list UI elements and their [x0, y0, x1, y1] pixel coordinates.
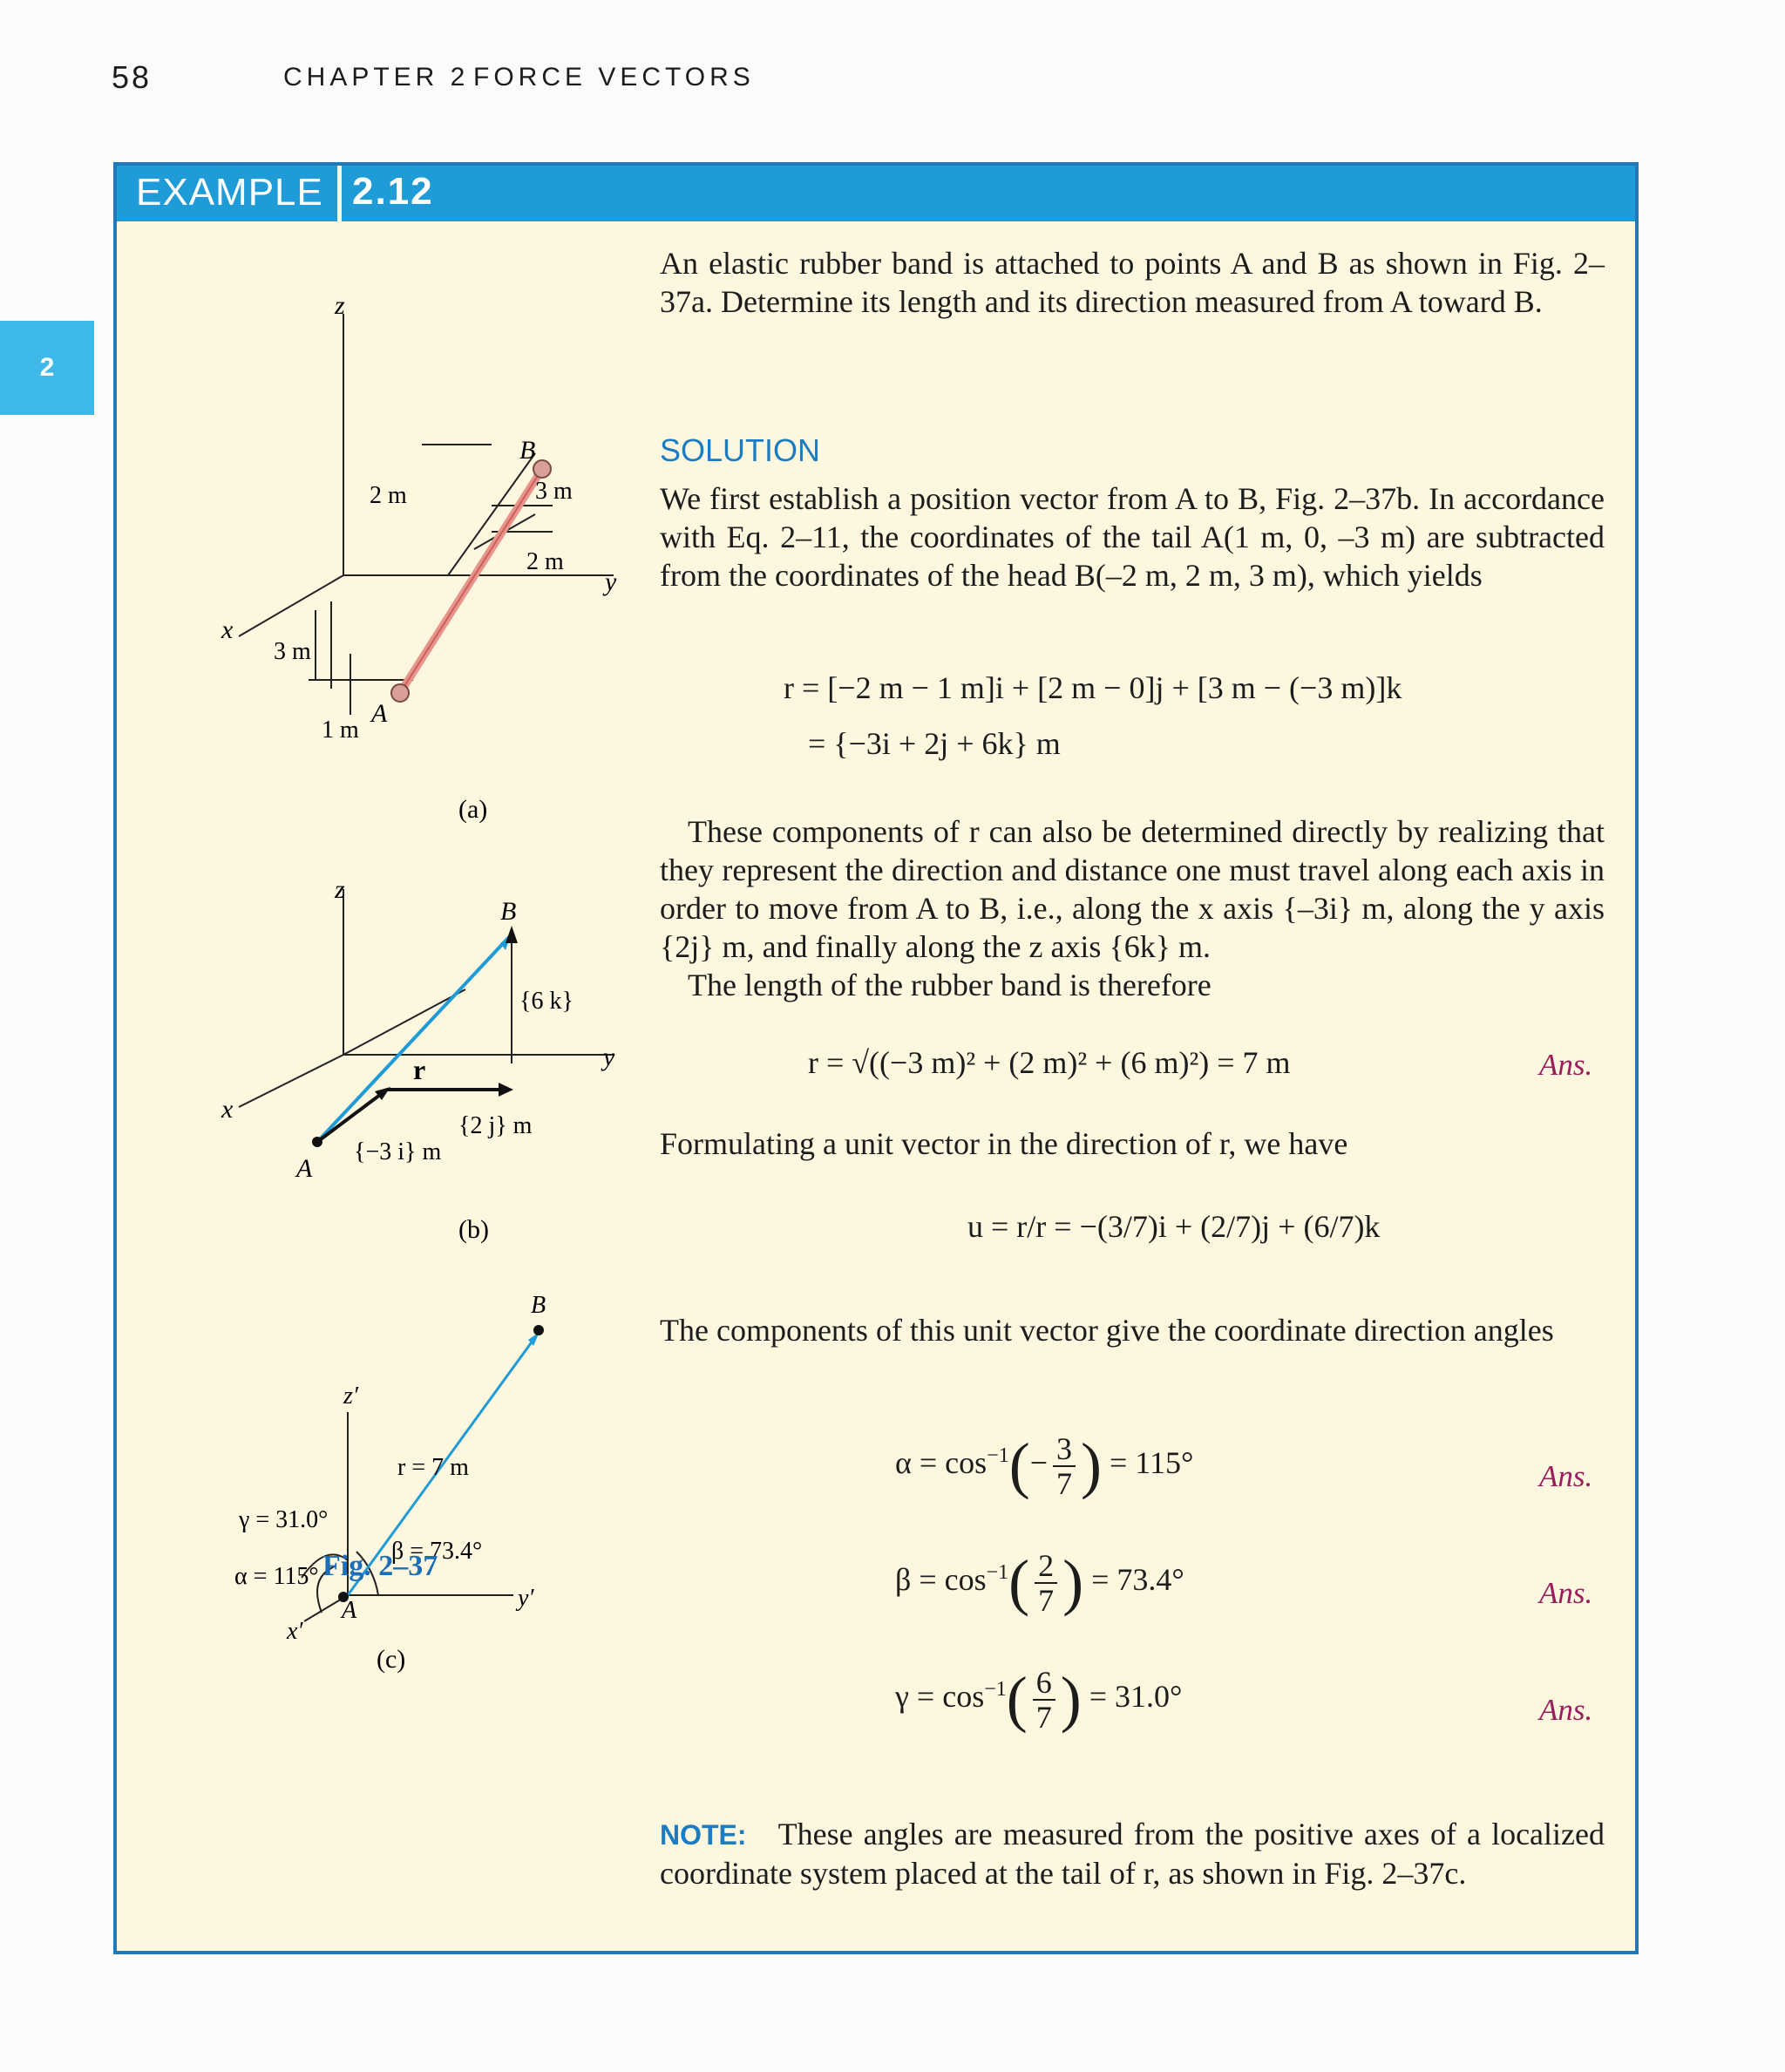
beta-den: 7 — [1038, 1582, 1055, 1618]
chapter-title: FORCE VECTORS — [473, 63, 755, 92]
chapter-side-tab: 2 — [0, 321, 94, 415]
note-paragraph — [660, 1815, 1605, 1892]
alpha-rhs: = 115° — [1109, 1444, 1194, 1480]
fig-a-dim-2m-mid: 2 m — [526, 548, 564, 575]
beta-num: 2 — [1035, 1549, 1057, 1584]
equation-gamma: $\gamma = \cos^{-1}$( $\frac{6}{7}$ ) = 31.0° — [895, 1664, 1183, 1735]
gamma-sup: −1 — [984, 1677, 1007, 1701]
fig-b-vector-r: r — [413, 1054, 426, 1085]
note-text: These angles are measured from the positive axes of a localized coordinate system placed at the tail of r, as shown in Fig. 2–37c. — [660, 1817, 1605, 1891]
equation-r-line1: r = [−2 m − 1 m]i + [2 m − 0]j + [3 m − (−3 m)]k — [784, 670, 1402, 705]
fig-b-j-component: {2 j} m — [458, 1112, 533, 1139]
fig-a-z-label: z — [335, 291, 345, 320]
answer-label-gamma: Ans. — [1539, 1693, 1593, 1727]
beta-lhs: β = cos — [895, 1561, 987, 1597]
equation-length: r = √((−3 m)² + (2 m)² + (6 m)²) = 7 m — [808, 1045, 1291, 1080]
fig-b-k-component: {6 k} — [519, 988, 574, 1015]
fig-c-alpha-label: α = 115° — [234, 1563, 319, 1590]
fig-a-dim-2m-top: 2 m — [370, 482, 407, 509]
fig-c-point-b: B — [531, 1292, 546, 1319]
gamma-den: 7 — [1035, 1699, 1052, 1735]
fig-b-y-label: y — [603, 1043, 615, 1071]
answer-label-length: Ans. — [1539, 1048, 1593, 1082]
fig-a-x-label: x — [221, 615, 234, 644]
paragraph-5: The components of this unit vector give the coordinate direction angles — [660, 1313, 1554, 1348]
page-number: 58 — [112, 59, 153, 95]
beta-sup: −1 — [986, 1560, 1009, 1584]
fig-a-point-a: A — [371, 699, 388, 728]
banner-divider — [337, 166, 342, 221]
example-number: 2.12 — [352, 170, 434, 213]
fig-c-point-a: A — [342, 1597, 357, 1624]
fig-a-dim-3m-left: 3 m — [274, 638, 311, 665]
example-label: EXAMPLE — [136, 171, 323, 214]
note-label: NOTE: — [660, 1819, 747, 1851]
example-box — [113, 162, 1639, 1954]
figure-c — [204, 1281, 692, 1691]
fig-b-point-b: B — [500, 897, 517, 926]
answer-label-alpha: Ans. — [1539, 1459, 1593, 1493]
figure-a — [204, 279, 692, 837]
fig-c-beta-label: β = 73.4° — [391, 1538, 483, 1565]
fig-b-i-component: {−3 i} m — [354, 1138, 442, 1165]
gamma-num: 6 — [1033, 1666, 1055, 1701]
figure-label: Fig. 2–37 — [322, 1550, 438, 1582]
alpha-sup: −1 — [987, 1444, 1009, 1467]
answer-label-beta: Ans. — [1539, 1576, 1593, 1610]
example-banner — [117, 166, 1635, 221]
fig-c-caption: (c) — [377, 1645, 406, 1674]
fig-c-z-label: z′ — [343, 1382, 359, 1410]
paragraph-4: Formulating a unit vector in the direction of r, we have — [660, 1126, 1348, 1161]
figure-b — [204, 872, 692, 1273]
intro-text: An elastic rubber band is attached to points A and B as shown in Fig. 2–37a. Determine its length and its direction measured from A toward B. — [660, 246, 1605, 319]
equation-beta: $\beta = \cos^{-1}$( $\frac{2}{7}$ ) = 73.4° — [895, 1547, 1184, 1618]
chapter-label: CHAPTER 2 — [283, 63, 470, 92]
fig-a-y-label: y — [605, 567, 617, 596]
fig-c-r-label: r = 7 m — [397, 1454, 469, 1481]
fig-b-z-label: z — [335, 875, 345, 904]
alpha-num: 3 — [1053, 1432, 1076, 1467]
paragraph-2: These components of r can also be determined directly by realizing that they represent the direction and distance one must travel along each axis in order to move from A to B, i.e., along the x axis {–3i} m, along the y axis {2j} m, and finally along the z axis {6k} m. — [660, 814, 1605, 964]
fig-a-dim-3m-top: 3 m — [535, 478, 573, 505]
gamma-rhs: = 31.0° — [1089, 1678, 1183, 1714]
alpha-den: 7 — [1056, 1465, 1072, 1501]
equation-unit-vector: u = r/r = −(3/7)i + (2/7)j + (6/7)k — [967, 1209, 1381, 1244]
fig-b-point-a: A — [296, 1154, 313, 1183]
alpha-lhs: α = cos — [895, 1444, 988, 1480]
alpha-sign: − — [1029, 1444, 1048, 1480]
fig-c-y-label: y′ — [518, 1585, 534, 1612]
equation-r-line2: = {−3i + 2j + 6k} m — [808, 726, 1061, 761]
fig-c-x-label: x′ — [287, 1618, 303, 1645]
gamma-lhs: γ = cos — [895, 1678, 985, 1714]
fig-a-dim-1m: 1 m — [322, 717, 359, 744]
fig-c-gamma-label: γ = 31.0° — [239, 1506, 329, 1533]
fig-a-caption: (a) — [458, 795, 488, 824]
equation-alpha: $\alpha = \cos^{-1}(-$ $\frac{3}{7}$ ) = 115° — [895, 1430, 1194, 1501]
paragraph-3: The length of the rubber band is therefore — [688, 968, 1211, 1002]
fig-b-caption: (b) — [458, 1215, 489, 1244]
fig-a-point-b: B — [519, 436, 536, 465]
paragraph-1: We first establish a position vector from A to B, Fig. 2–37b. In accordance with Eq. 2–11, the coordinates of the tail A(1 m, 0, –3 m) are subtracted from the coordinates of the head B(–2 m, 2 m, 3 m), which yields — [660, 481, 1605, 593]
beta-rhs: = 73.4° — [1091, 1561, 1184, 1597]
solution-heading: SOLUTION — [660, 432, 821, 468]
fig-b-x-label: x — [221, 1095, 234, 1124]
